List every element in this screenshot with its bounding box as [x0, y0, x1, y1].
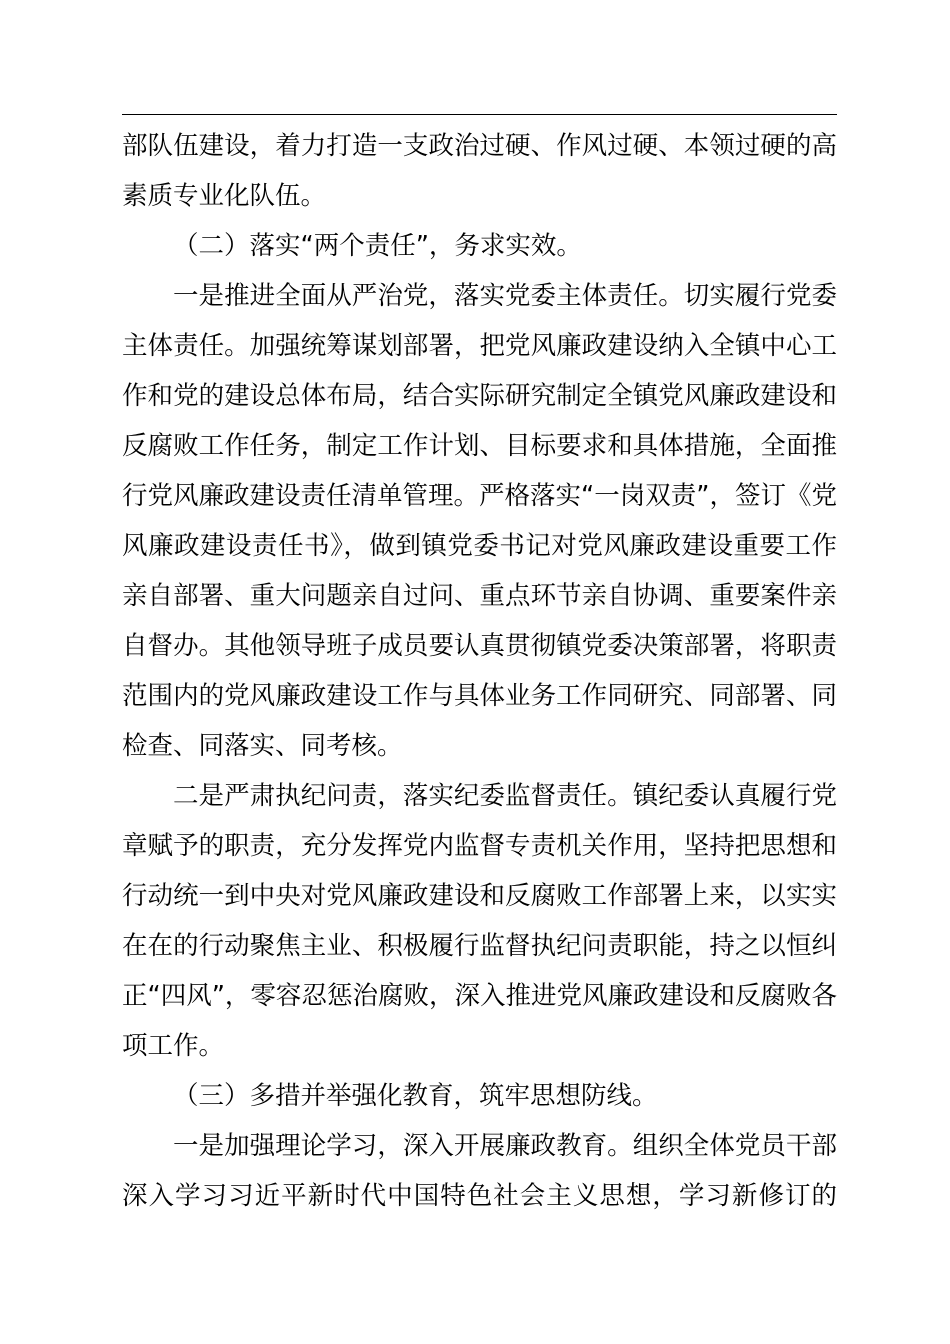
text-line: 一是加强理论学习，深入开展廉政教育。组织全体党员干部	[173, 1131, 837, 1161]
text-line: 反腐败工作任务，制定工作计划、目标要求和具体措施，全面推	[122, 431, 837, 461]
text-line: 亲自部署、重大问题亲自过问、重点环节亲自协调、重要案件亲	[122, 581, 837, 611]
section-heading: （二）落实“两个责任”，务求实效。	[173, 231, 582, 261]
text-line: 风廉政建设责任书》，做到镇党委书记对党风廉政建设重要工作	[122, 531, 837, 561]
text-line: 范围内的党风廉政建设工作与具体业务工作同研究、同部署、同	[122, 681, 837, 711]
document-body	[122, 121, 837, 1221]
text-line: 部队伍建设，着力打造一支政治过硬、作风过硬、本领过硬的高	[122, 131, 837, 161]
text-line: 主体责任。加强统筹谋划部署，把党风廉政建设纳入全镇中心工	[122, 331, 837, 361]
section-heading: （三）多措并举强化教育，筑牢思想防线。	[173, 1081, 658, 1111]
text-line: 二是严肃执纪问责，落实纪委监督责任。镇纪委认真履行党	[173, 781, 837, 811]
text-line: 行党风廉政建设责任清单管理。严格落实“一岗双责”，签订《党	[122, 481, 837, 511]
header-rule	[122, 114, 837, 115]
text-line: 正“四风”，零容忍惩治腐败，深入推进党风廉政建设和反腐败各	[122, 981, 837, 1011]
text-line: 深入学习习近平新时代中国特色社会主义思想，学习新修订的	[122, 1181, 837, 1211]
text-line: 自督办。其他领导班子成员要认真贯彻镇党委决策部署，将职责	[122, 631, 837, 661]
text-line: 一是推进全面从严治党，落实党委主体责任。切实履行党委	[173, 281, 837, 311]
text-line: 行动统一到中央对党风廉政建设和反腐败工作部署上来，以实实	[122, 881, 837, 911]
text-line: 作和党的建设总体布局，结合实际研究制定全镇党风廉政建设和	[122, 381, 837, 411]
text-line: 在在的行动聚焦主业、积极履行监督执纪问责职能，持之以恒纠	[122, 931, 837, 961]
text-line: 素质专业化队伍。	[122, 181, 327, 211]
text-line: 章赋予的职责，充分发挥党内监督专责机关作用，坚持把思想和	[122, 831, 837, 861]
text-line: 检查、同落实、同考核。	[122, 731, 403, 761]
text-line: 项工作。	[122, 1031, 225, 1061]
